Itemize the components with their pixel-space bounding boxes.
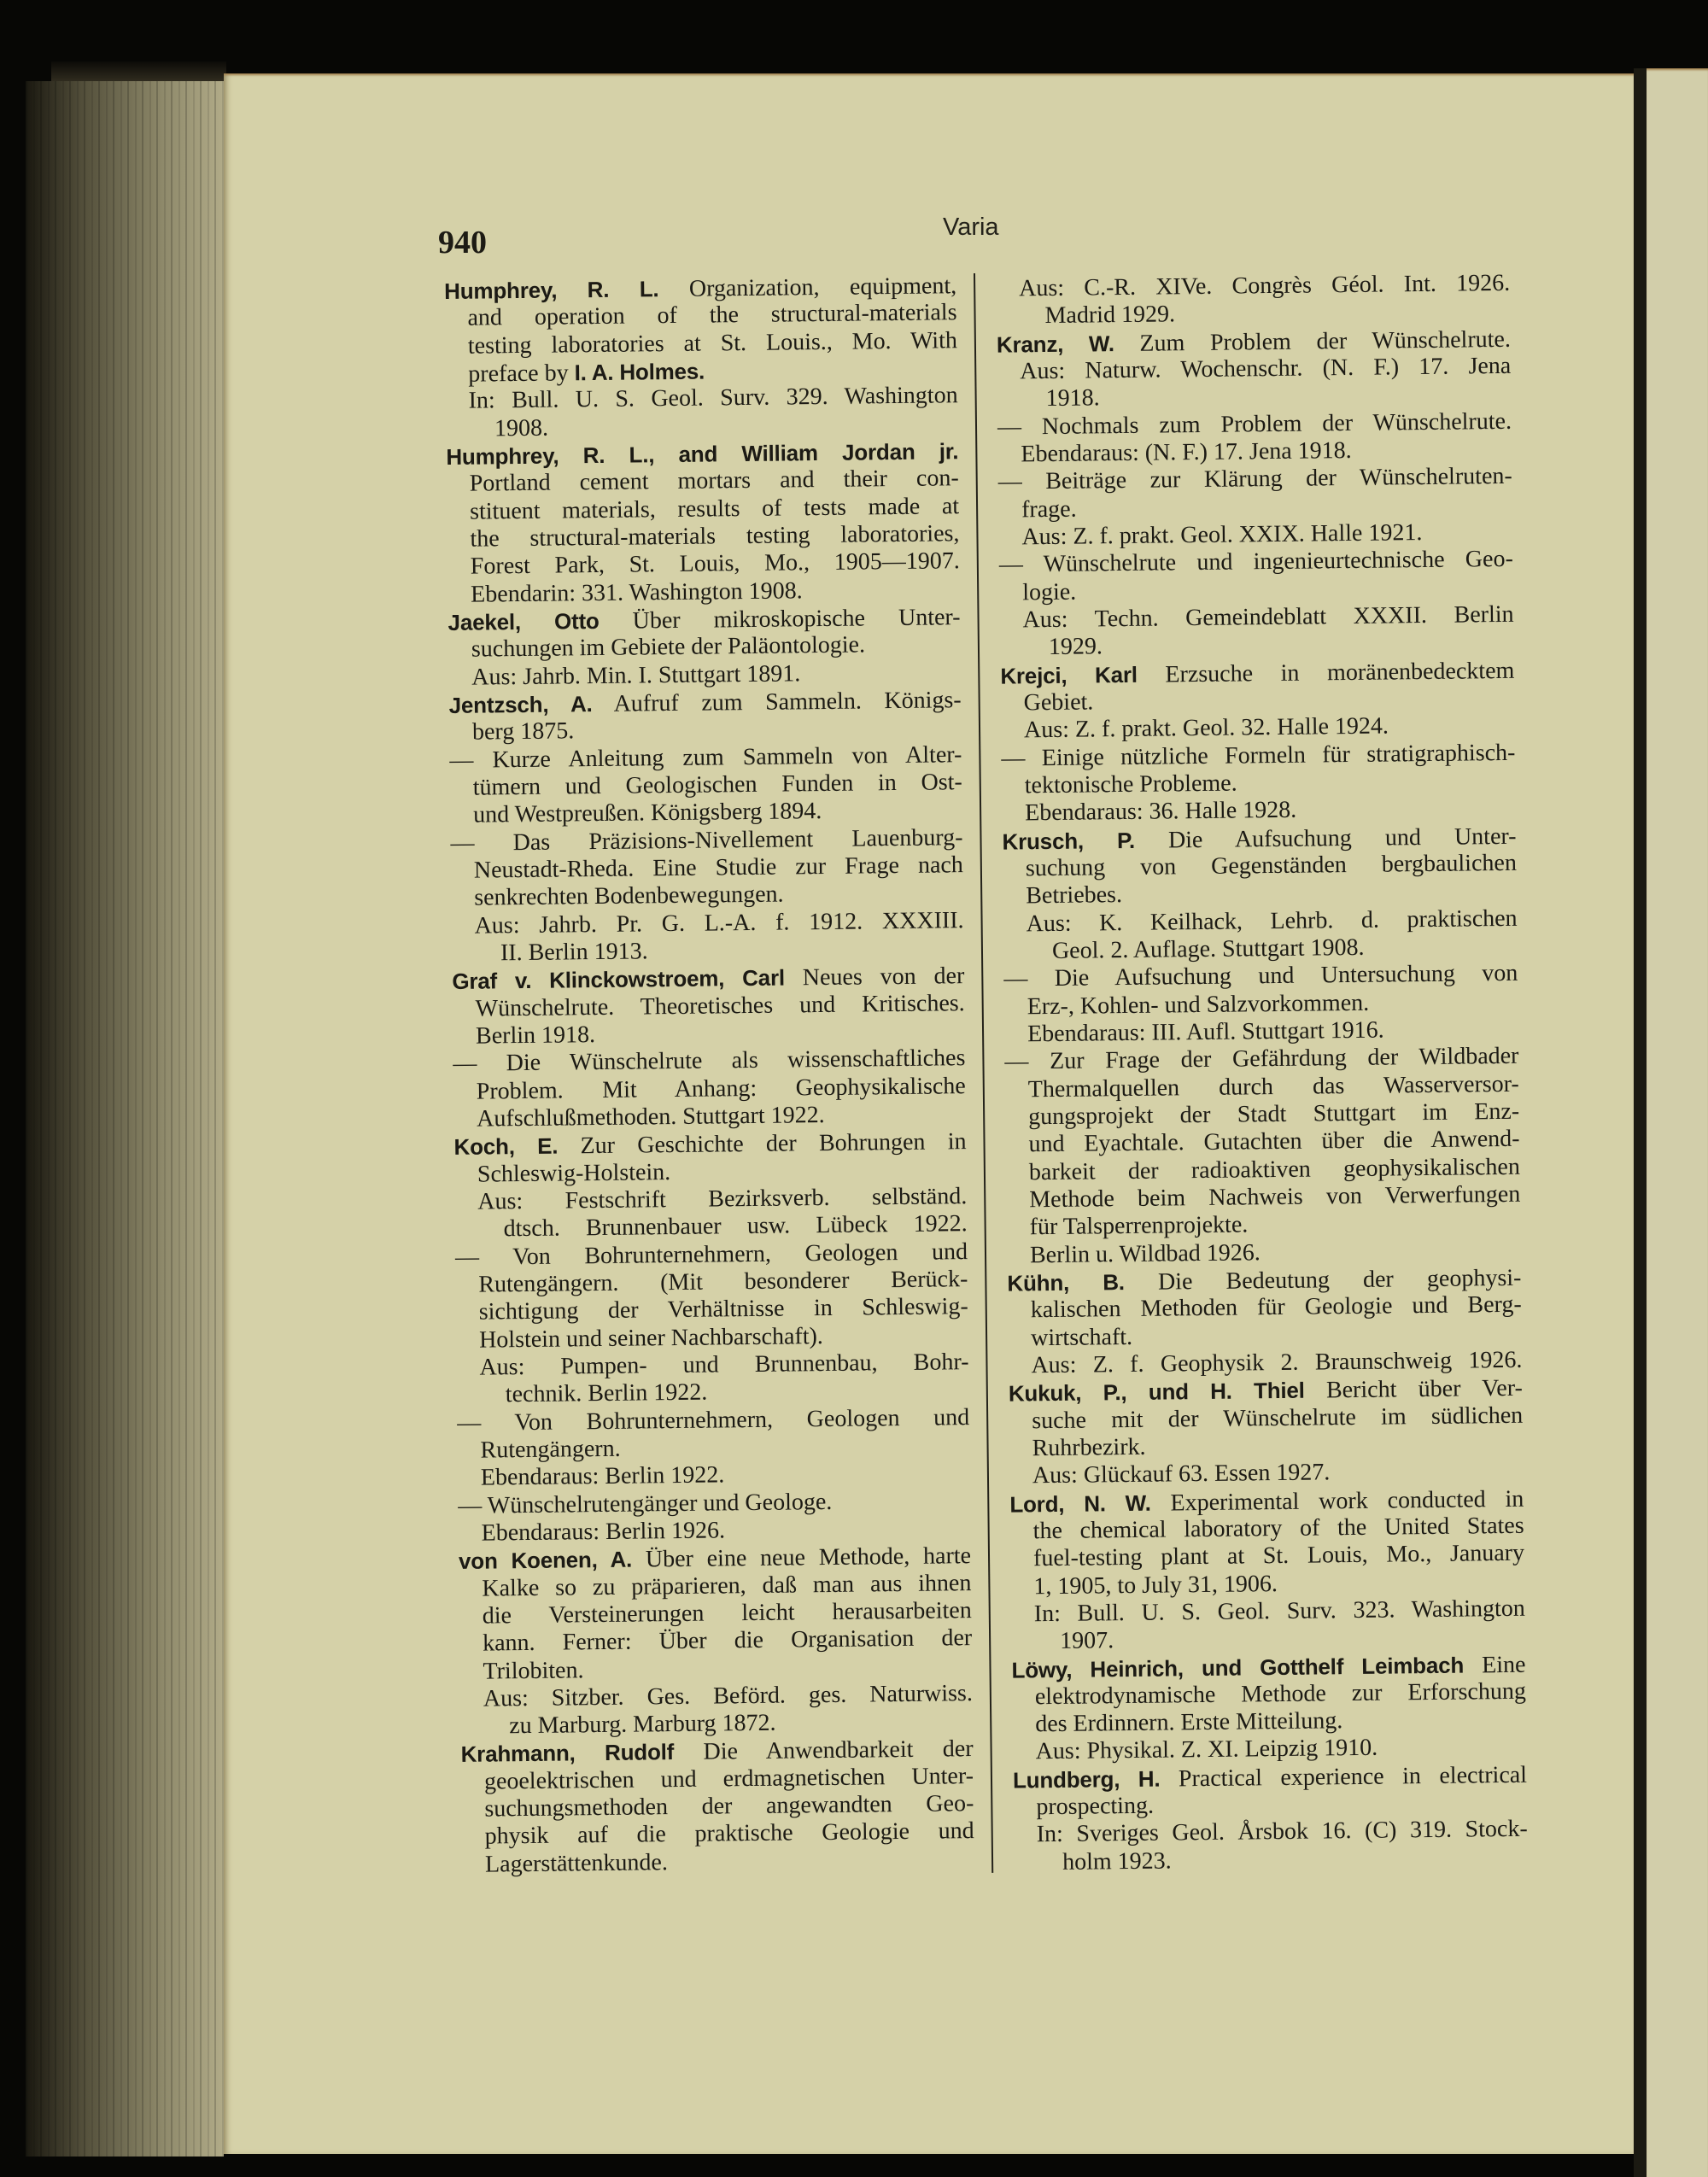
author-name: Humphrey, R. L.: [444, 276, 659, 304]
entry-text: Aus: K. Keilhack, Lehrb. d. praktischen: [1026, 904, 1518, 937]
entry-text: senkrechten Bodenbewegungen.: [474, 881, 784, 911]
page-number: 940: [438, 225, 487, 260]
entry-text: Ebendaraus: Berlin 1922.: [480, 1461, 725, 1491]
entry-text: holm 1923.: [1062, 1847, 1172, 1876]
page-stack-edges: [26, 81, 224, 2157]
author-name: Koch, E.: [453, 1132, 559, 1161]
author-name: Krejci, Karl: [1000, 661, 1138, 689]
entry-text: Die Aufsuchung und Unter-: [1134, 822, 1517, 854]
entry-text: suchungsmethoden der angewandten Geo-: [484, 1790, 974, 1823]
entry-text: Schleswig-Holstein.: [477, 1158, 671, 1188]
entry-text: frage.: [1021, 495, 1077, 523]
entry-text: sichtigung der Verhältnisse in Schleswig-: [478, 1293, 968, 1326]
entry-text: Holstein und seiner Nachbarschaft).: [478, 1322, 824, 1354]
author-name: Löwy, Heinrich, und Gotthelf Leimbach: [1011, 1652, 1465, 1683]
entry-text: In: Bull. U. S. Geol. Surv. 329. Washington: [468, 382, 958, 414]
entry-text: technik. Berlin 1922.: [505, 1378, 708, 1408]
entry-text: — Das Präzisions-Nivellement Lauenburg-: [450, 823, 963, 857]
entry-text: and operation of the structural-materials: [467, 299, 957, 332]
entry-text: logie.: [1022, 578, 1077, 606]
entry-text: Aus: Festschrift Bezirksverb. selbständ.: [477, 1182, 968, 1215]
entry-text: preface by: [468, 360, 575, 388]
entry-text: Ebendaraus: Berlin 1926.: [481, 1517, 726, 1547]
entry-text: the structural-materials testing laboratories,: [470, 520, 960, 553]
entry-text: Berlin u. Wildbad 1926.: [1029, 1238, 1261, 1268]
entry-text: Aus: C.-R. XIVe. Congrès Géol. Int. 1926.: [1019, 269, 1511, 302]
running-title: Varia: [943, 214, 999, 241]
entry-text: suchung von Gegenständen bergbaulichen: [1025, 849, 1518, 882]
adjacent-page-edge: [1647, 68, 1708, 2177]
author-name: Krusch, P.: [1002, 827, 1136, 855]
entry-text: Aus: Jahrb. Pr. G. L.-A. f. 1912. XXXIII.: [474, 906, 964, 939]
entry-text: dtsch. Brunnenbauer usw. Lübeck 1922.: [503, 1210, 968, 1243]
entry-text: Erz-, Kohlen- und Salzvorkommen.: [1027, 989, 1370, 1020]
author-name: I. A. Holmes.: [574, 358, 705, 386]
author-name: Kranz, W.: [996, 330, 1114, 358]
entry-text: the chemical laboratory of the United States: [1032, 1512, 1524, 1545]
entry-text: tektonische Probleme.: [1024, 770, 1237, 799]
entry-text: testing laboratories at St. Louis., Mo. With: [467, 326, 958, 360]
author-name: Graf v. Klinckowstroem, Carl: [452, 964, 786, 995]
entry-text: Aufschlußmethoden. Stuttgart 1922.: [477, 1101, 825, 1132]
entry-text: Madrid 1929.: [1044, 301, 1176, 330]
entry-text: Aus: Glückauf 63. Essen 1927.: [1032, 1459, 1331, 1489]
entry-text: Problem. Mit Anhang: Geophysikalische: [476, 1072, 966, 1105]
entry-text: — Die Wünschelrute als wissenschaftliches: [453, 1045, 966, 1078]
entry-text: geoelektrischen und erdmagnetischen Unter-: [483, 1762, 974, 1795]
author-name: Krahmann, Rudolf: [460, 1739, 675, 1768]
entry-text: Ebendaraus: III. Aufl. Stuttgart 1916.: [1027, 1016, 1384, 1048]
entry-text: — Die Aufsuchung und Untersuchung von: [1003, 960, 1518, 992]
entry-text: gungsprojekt der Stadt Stuttgart im Enz-: [1028, 1097, 1520, 1131]
entry-text: Gebiet.: [1023, 688, 1094, 717]
entry-text: — Wünschelrute und ingenieurtechnische Geo-: [998, 546, 1513, 578]
entry-text: — Beiträge zur Klärung der Wünschelruten-: [997, 463, 1512, 495]
entry-text: Aus: Z. f. Geophysik 2. Braunschweig 1926.: [1031, 1346, 1523, 1379]
entry-text: Zum Problem der Wünschelrute.: [1114, 325, 1512, 357]
entry-text: 1929.: [1048, 633, 1103, 661]
entry-line: [1062, 1844, 1528, 1876]
entry-text: — Kurze Anleitung zum Sammeln von Alter-: [449, 740, 962, 774]
entry-text: 1908.: [494, 414, 549, 442]
entry-text: suche mit der Wünschelrute im südlichen: [1032, 1402, 1524, 1434]
entry-text: kann. Ferner: Über die Organisation der: [482, 1624, 973, 1657]
bibliography-text-block: [444, 266, 1530, 1883]
entry-text: Lagerstättenkunde.: [484, 1848, 669, 1878]
entry-text: Die Bedeutung der geophysi-: [1124, 1264, 1522, 1296]
entry-text: tümern und Geologischen Funden in Ost-: [472, 769, 962, 801]
entry-text: und Eyachtale. Gutachten über die Anwend-: [1028, 1125, 1520, 1158]
entry-text: Aus: Sitzber. Ges. Beförd. ges. Naturwiss.: [483, 1679, 974, 1712]
entry-text: prospecting.: [1036, 1792, 1155, 1821]
entry-text: Bericht über Ver-: [1304, 1374, 1524, 1404]
entry-text: Portland cement mortars and their con-: [469, 465, 959, 497]
entry-text: physik auf die praktische Geologie und: [484, 1817, 974, 1851]
entry-text: Aus: Techn. Gemeindeblatt XXXII. Berlin: [1022, 600, 1514, 634]
entry-text: — Von Bohrunternehmern, Geologen und: [454, 1238, 968, 1271]
entry-text: 1918.: [1045, 384, 1100, 413]
entry-text: Aus: Physikal. Z. XI. Leipzig 1910.: [1035, 1735, 1378, 1765]
entry-text: Ebendaraus: (N. F.) 17. Jena 1918.: [1021, 436, 1352, 468]
entry-text: barkeit der radioaktiven geophysikalischen: [1028, 1153, 1521, 1185]
entry-text: wirtschaft.: [1030, 1323, 1133, 1351]
author-name: Jentzsch, A.: [448, 691, 593, 718]
entry-text: — Von Bohrunternehmern, Geologen und: [457, 1403, 970, 1437]
entry-text: für Talsperrenprojekte.: [1029, 1211, 1249, 1241]
entry-text: die Versteinerungen leicht herausarbeiten: [482, 1596, 972, 1630]
entry-text: Zur Geschichte der Bohrungen in: [558, 1128, 967, 1160]
entry-text: elektrodynamische Methode zur Erforschung: [1034, 1677, 1527, 1711]
column-divider: [974, 273, 993, 1873]
entry-text: Berlin 1918.: [475, 1021, 596, 1050]
entry-text: II. Berlin 1913.: [500, 938, 648, 967]
entry-text: suchungen im Gebiete der Paläontologie.: [471, 631, 866, 663]
entry-text: — Wünschelrutengänger und Geologe.: [458, 1488, 833, 1519]
entry-text: berg 1875.: [471, 717, 575, 746]
entry-text: Ebendarin: 331. Washington 1908.: [471, 576, 803, 608]
entry-text: Neues von der: [784, 963, 965, 992]
author-name: Jaekel, Otto: [447, 607, 600, 635]
entry-line: [485, 1846, 974, 1878]
author-name: Lord, N. W.: [1009, 1489, 1151, 1518]
entry-text: Aus: Pumpen- und Brunnenbau, Bohr-: [479, 1348, 969, 1381]
entry-text: Über mikroskopische Unter-: [599, 604, 961, 635]
entry-text: Wünschelrute. Theoretisches und Kritisches.: [475, 989, 965, 1022]
entry-text: Thermalquellen durch das Wasserversor-: [1027, 1070, 1519, 1103]
entry-text: des Erdinnern. Erste Mitteilung.: [1035, 1707, 1343, 1738]
entry-text: Ebendaraus: 36. Halle 1928.: [1024, 796, 1297, 827]
entry-text: In: Sveriges Geol. Årsbok 16. (C) 319. Stock-: [1036, 1816, 1528, 1848]
left-column: [444, 272, 974, 1883]
entry-text: stituent materials, results of tests made at: [469, 492, 960, 525]
entry-text: fuel-testing plant at St. Louis, Mo., January: [1032, 1539, 1525, 1572]
entry-text: Aus: Jahrb. Min. I. Stuttgart 1891.: [471, 659, 801, 691]
entry-text: Rutengängern.: [480, 1435, 621, 1464]
entry-text: Experimental work conducted in: [1150, 1485, 1524, 1517]
author-name: Kukuk, P., und H. Thiel: [1008, 1377, 1305, 1407]
entry-text: — Einige nützliche Formeln für stratigraphisch-: [1001, 739, 1516, 772]
entry-text: Geol. 2. Auflage. Stuttgart 1908.: [1051, 933, 1365, 964]
entry-text: Aus: Z. f. prakt. Geol. XXIX. Halle 1921.: [1021, 518, 1423, 551]
entry-text: Eine: [1463, 1651, 1526, 1679]
entry-text: Methode beim Nachweis von Verwerfungen: [1029, 1180, 1521, 1214]
entry-text: — Nochmals zum Problem der Wünschelrute.: [997, 407, 1512, 441]
entry-text: kalischen Methoden für Geologie und Berg-: [1030, 1290, 1522, 1324]
entry-text: Die Anwendbarkeit der: [673, 1735, 974, 1766]
entry-text: Ruhrbezirk.: [1032, 1433, 1146, 1462]
entry-text: Practical experience in electrical: [1160, 1761, 1528, 1793]
entry-text: Neustadt-Rheda. Eine Studie zur Frage nach: [473, 851, 964, 884]
entry-text: Forest Park, St. Louis, Mo., 1905—1907.: [470, 547, 960, 580]
entry-text: Aufruf zum Sammeln. Königs-: [592, 687, 962, 717]
author-name: Lundberg, H.: [1012, 1765, 1161, 1794]
author-name: von Koenen, A.: [458, 1546, 633, 1575]
entry-text: zu Marburg. Marburg 1872.: [509, 1709, 776, 1740]
entry-text: Aus: Naturw. Wochenschr. (N. F.) 17. Jena: [1020, 352, 1512, 385]
entry-text: Organization, equipment,: [658, 272, 957, 303]
author-name: Kühn, B.: [1007, 1268, 1125, 1296]
entry-text: Aus: Z. f. prakt. Geol. 32. Halle 1924.: [1023, 712, 1389, 744]
page-gap-shadow: [1634, 68, 1647, 2177]
entry-text: Trilobiten.: [483, 1656, 584, 1685]
entry-text: 1907.: [1059, 1627, 1114, 1655]
entry-text: Erzsuche in moränenbedecktem: [1137, 657, 1515, 688]
entry-text: Kalke so zu präparieren, daß man aus ihnen: [482, 1569, 972, 1602]
author-name: Humphrey, R. L., and William Jordan jr.: [446, 438, 959, 470]
entry-text: 1, 1905, to July 31, 1906.: [1033, 1570, 1278, 1600]
entry-text: Über eine neue Methode, harte: [631, 1542, 972, 1573]
entry-text: Rutengängern. (Mit besonderer Berück-: [478, 1265, 968, 1298]
entry-text: In: Bull. U. S. Geol. Surv. 323. Washington: [1033, 1595, 1525, 1628]
entry-text: Betriebes.: [1026, 881, 1123, 910]
right-column: [996, 270, 1528, 1881]
entry-text: — Zur Frage der Gefährdung der Wildbader: [1004, 1043, 1519, 1075]
entry-text: und Westpreußen. Königsberg 1894.: [472, 798, 822, 828]
